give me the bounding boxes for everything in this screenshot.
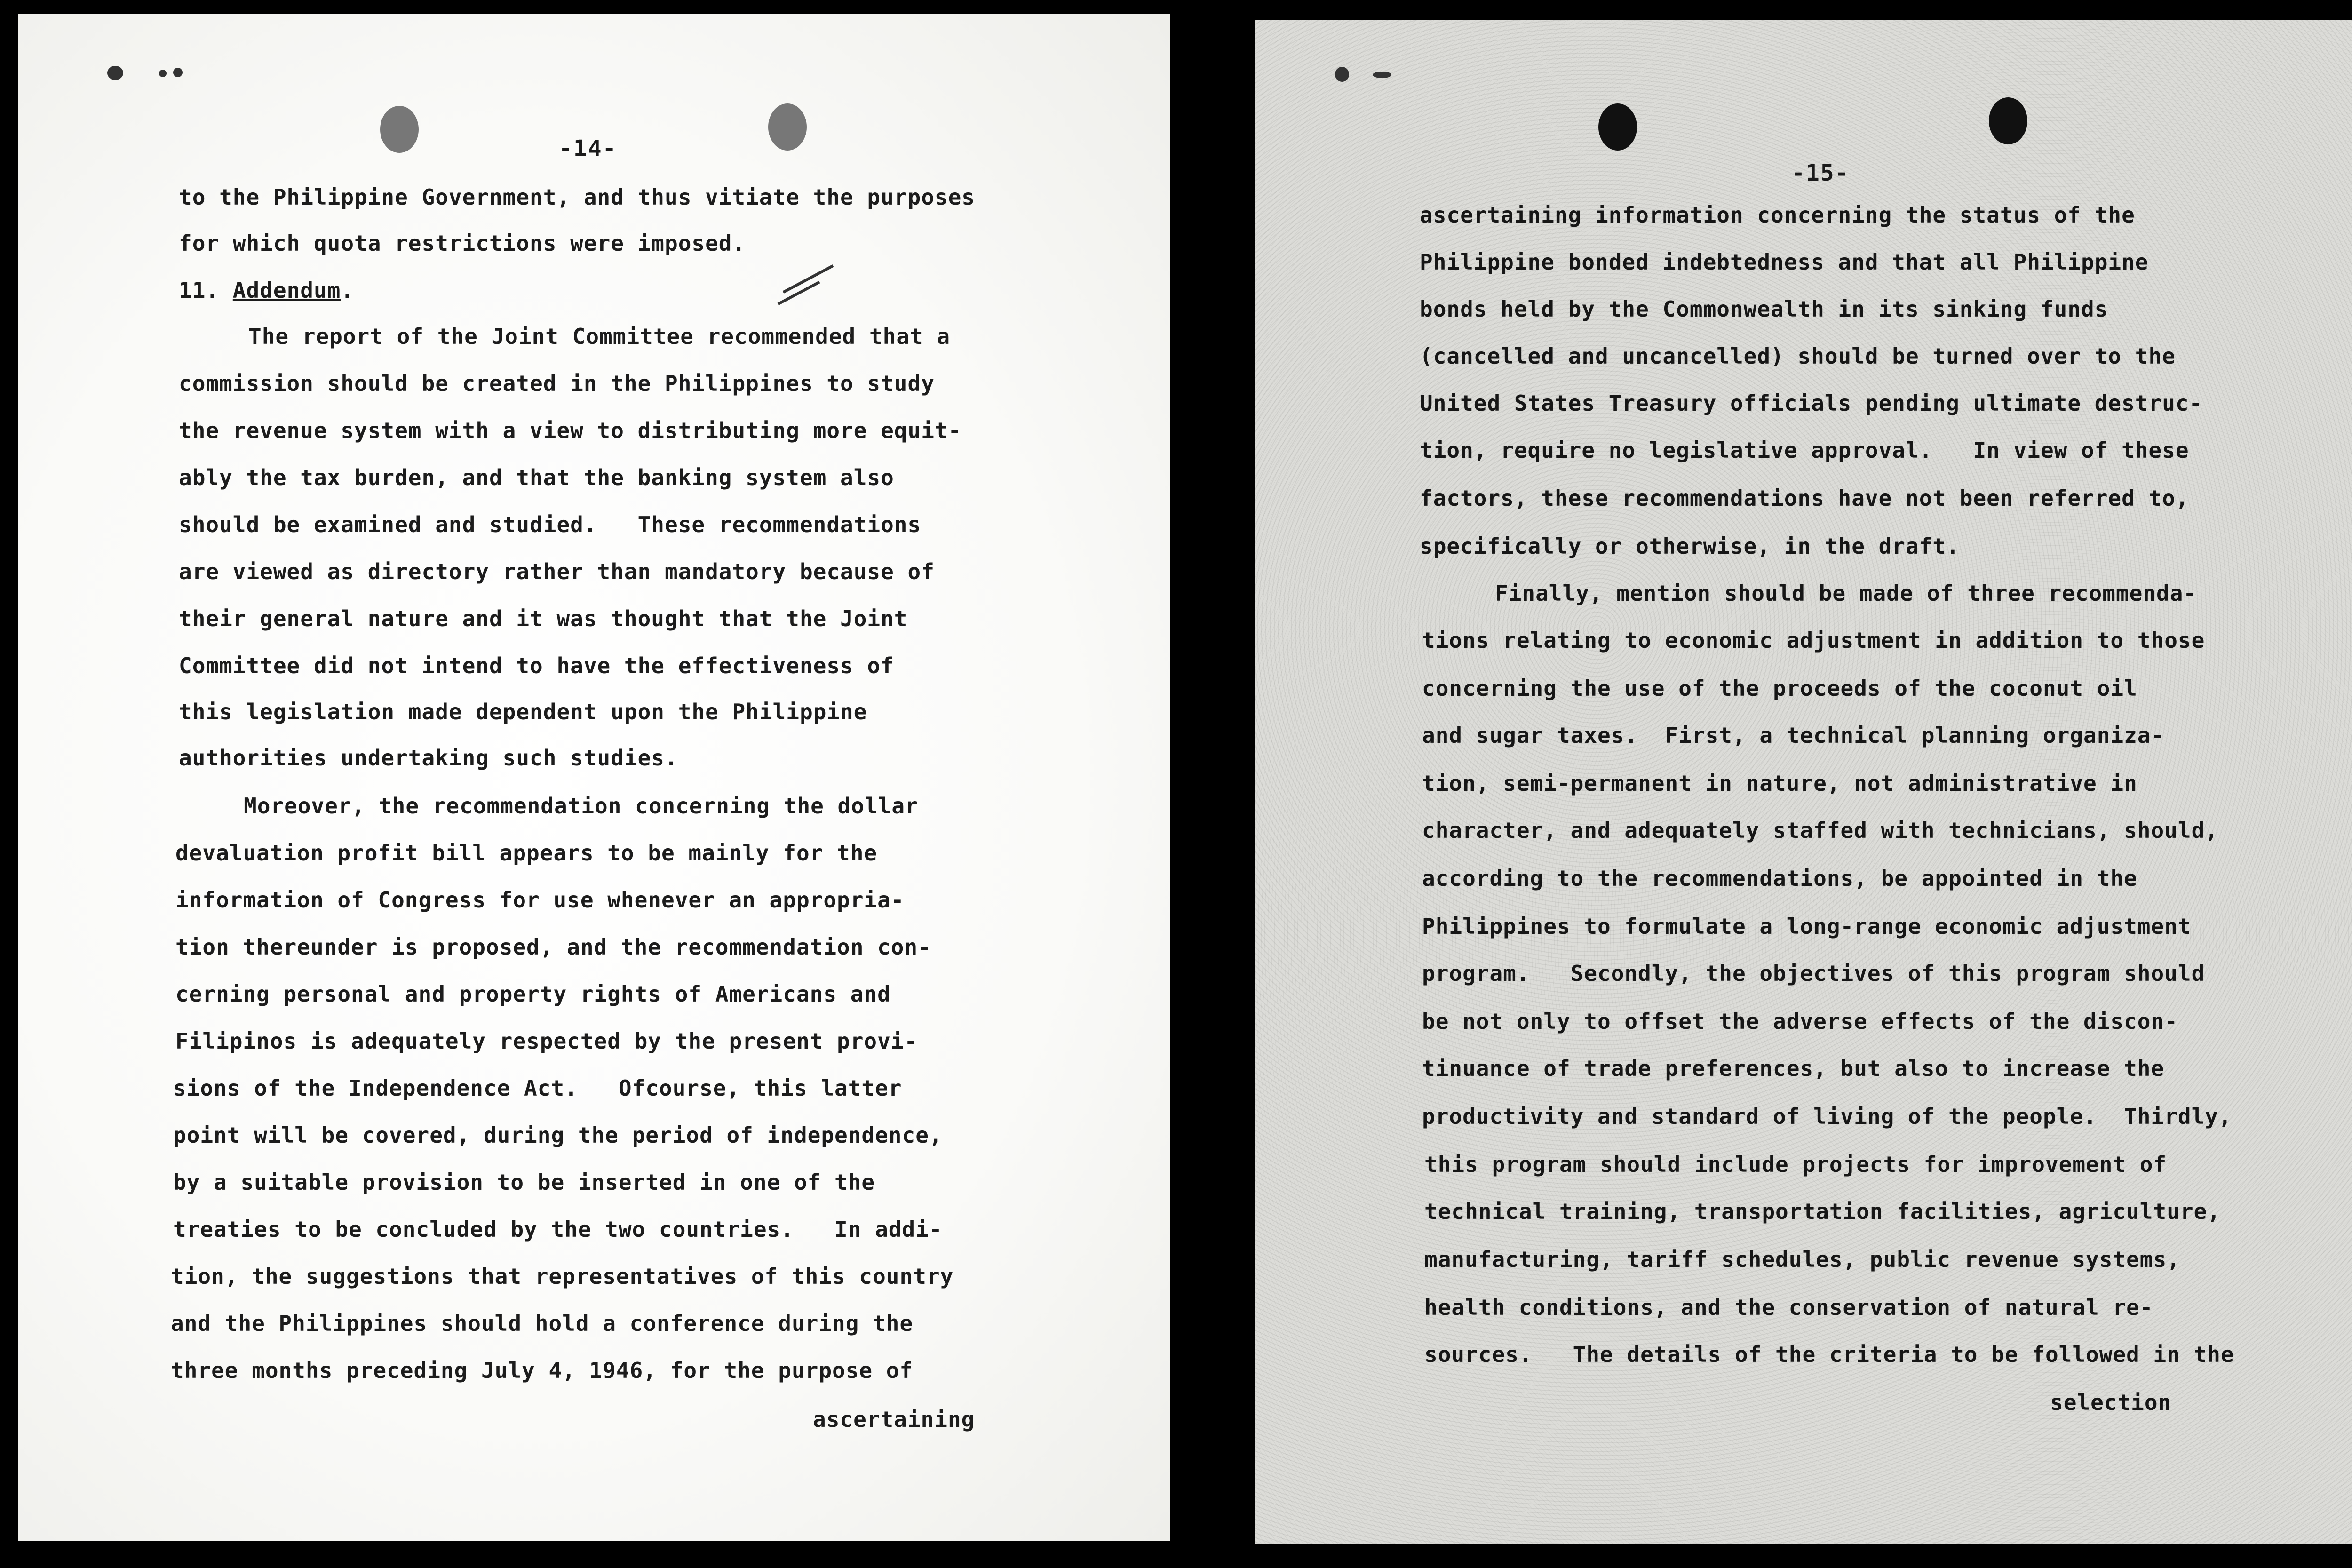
- text-line: devaluation profit bill appears to be mainly for the: [175, 840, 878, 866]
- text-line: be not only to offset the adverse effects of the discon-: [1422, 1009, 2178, 1034]
- text-line: treaties to be concluded by the two countries. In addi-: [173, 1217, 943, 1242]
- punch-hole: [768, 103, 807, 151]
- text-line: three months preceding July 4, 1946, for the purpose of: [171, 1358, 914, 1383]
- text-line: tion thereunder is proposed, and the recommendation con-: [175, 934, 931, 960]
- text-line: point will be covered, during the period of independence,: [173, 1122, 943, 1148]
- text-line: concerning the use of the proceeds of the coconut oil: [1422, 676, 2137, 701]
- text-line: tions relating to economic adjustment in addition to those: [1422, 628, 2205, 653]
- catchword: ascertaining: [813, 1407, 975, 1432]
- text-line: the revenue system with a view to distributing more equit-: [179, 418, 962, 443]
- text-line: and sugar taxes. First, a technical planning organiza-: [1422, 723, 2165, 748]
- section-title: Addendum: [232, 278, 341, 303]
- text-line: Filipinos is adequately respected by the present provi-: [175, 1028, 918, 1054]
- text-line: health conditions, and the conservation of natural re-: [1424, 1295, 2153, 1320]
- text-line: cerning personal and property rights of Americans and: [175, 981, 891, 1007]
- section-period: .: [341, 278, 355, 303]
- text-line: authorities undertaking such studies.: [179, 745, 678, 771]
- text-line: sources. The details of the criteria to be followed in the: [1424, 1342, 2234, 1367]
- text-line: factors, these recommendations have not been referred to,: [1420, 486, 2189, 511]
- text-line: tinuance of trade preferences, but also to increase the: [1422, 1056, 2165, 1081]
- ink-speck: [173, 68, 183, 77]
- text-line: program. Secondly, the objectives of this program should: [1422, 961, 2205, 986]
- text-line: United States Treasury officials pending ultimate destruc-: [1420, 390, 2203, 416]
- text-line: Moreover, the recommendation concerning the dollar: [244, 793, 919, 819]
- text-line: and the Philippines should hold a conference during the: [171, 1311, 914, 1336]
- text-line: productivity and standard of living of the people. Thirdly,: [1422, 1104, 2232, 1129]
- punch-hole: [1989, 97, 2027, 144]
- catchword: selection: [2050, 1390, 2172, 1415]
- text-line: according to the recommendations, be appointed in the: [1422, 866, 2137, 891]
- page-number: -14-: [559, 135, 617, 162]
- text-line: tion, require no legislative approval. In view of these: [1420, 438, 2189, 463]
- text-line: their general nature and it was thought that the Joint: [179, 606, 908, 631]
- text-line: ascertaining information concerning the status of the: [1420, 202, 2135, 228]
- page-number: -15-: [1791, 160, 1850, 186]
- text-line: ably the tax burden, and that the banking system also: [179, 465, 894, 490]
- text-line: sions of the Independence Act. Ofcourse, this latter: [173, 1075, 902, 1101]
- text-line: are viewed as directory rather than mandatory because of: [179, 559, 935, 584]
- ink-speck: [159, 70, 167, 77]
- text-line: technical training, transportation facilities, agriculture,: [1424, 1199, 2221, 1224]
- punch-hole: [1598, 103, 1637, 151]
- section-number: 11.: [179, 278, 220, 303]
- ink-speck: [107, 66, 123, 80]
- text-line: Committee did not intend to have the effectiveness of: [179, 653, 894, 678]
- text-line: The report of the Joint Committee recommended that a: [248, 324, 951, 349]
- text-line: for which quota restrictions were imposed.: [179, 231, 746, 256]
- text-line: should be examined and studied. These recommendations: [179, 512, 922, 537]
- text-line: this program should include projects for improvement of: [1424, 1152, 2167, 1177]
- text-line: by a suitable provision to be inserted in one of the: [173, 1170, 875, 1195]
- text-line: Philippine bonded indebtedness and that all Philippine: [1420, 249, 2149, 275]
- text-line: information of Congress for use whenever an appropria-: [175, 887, 905, 913]
- text-line: to the Philippine Government, and thus vitiate the purposes: [179, 184, 975, 210]
- text-line: specifically or otherwise, in the draft.: [1420, 533, 1960, 559]
- punch-hole: [380, 106, 419, 153]
- text-line: manufacturing, tariff schedules, public revenue systems,: [1424, 1247, 2180, 1272]
- text-line: commission should be created in the Philippines to study: [179, 371, 935, 396]
- text-line: (cancelled and uncancelled) should be turned over to the: [1420, 343, 2176, 369]
- ink-speck: [1373, 72, 1391, 78]
- text-line: bonds held by the Commonwealth in its sinking funds: [1420, 296, 2108, 322]
- document-page-14: [18, 14, 1170, 1541]
- text-line: Philippines to formulate a long-range economic adjustment: [1422, 914, 2192, 939]
- ink-speck: [1335, 67, 1349, 82]
- document-page-15: [1255, 20, 2352, 1544]
- text-line: tion, semi-permanent in nature, not administrative in: [1422, 771, 2137, 796]
- text-line: Finally, mention should be made of three recommenda-: [1495, 581, 2197, 606]
- text-line: character, and adequately staffed with technicians, should,: [1422, 818, 2218, 843]
- section-heading: [179, 278, 354, 303]
- text-line: this legislation made dependent upon the Philippine: [179, 699, 867, 724]
- text-line: tion, the suggestions that representatives of this country: [171, 1264, 954, 1289]
